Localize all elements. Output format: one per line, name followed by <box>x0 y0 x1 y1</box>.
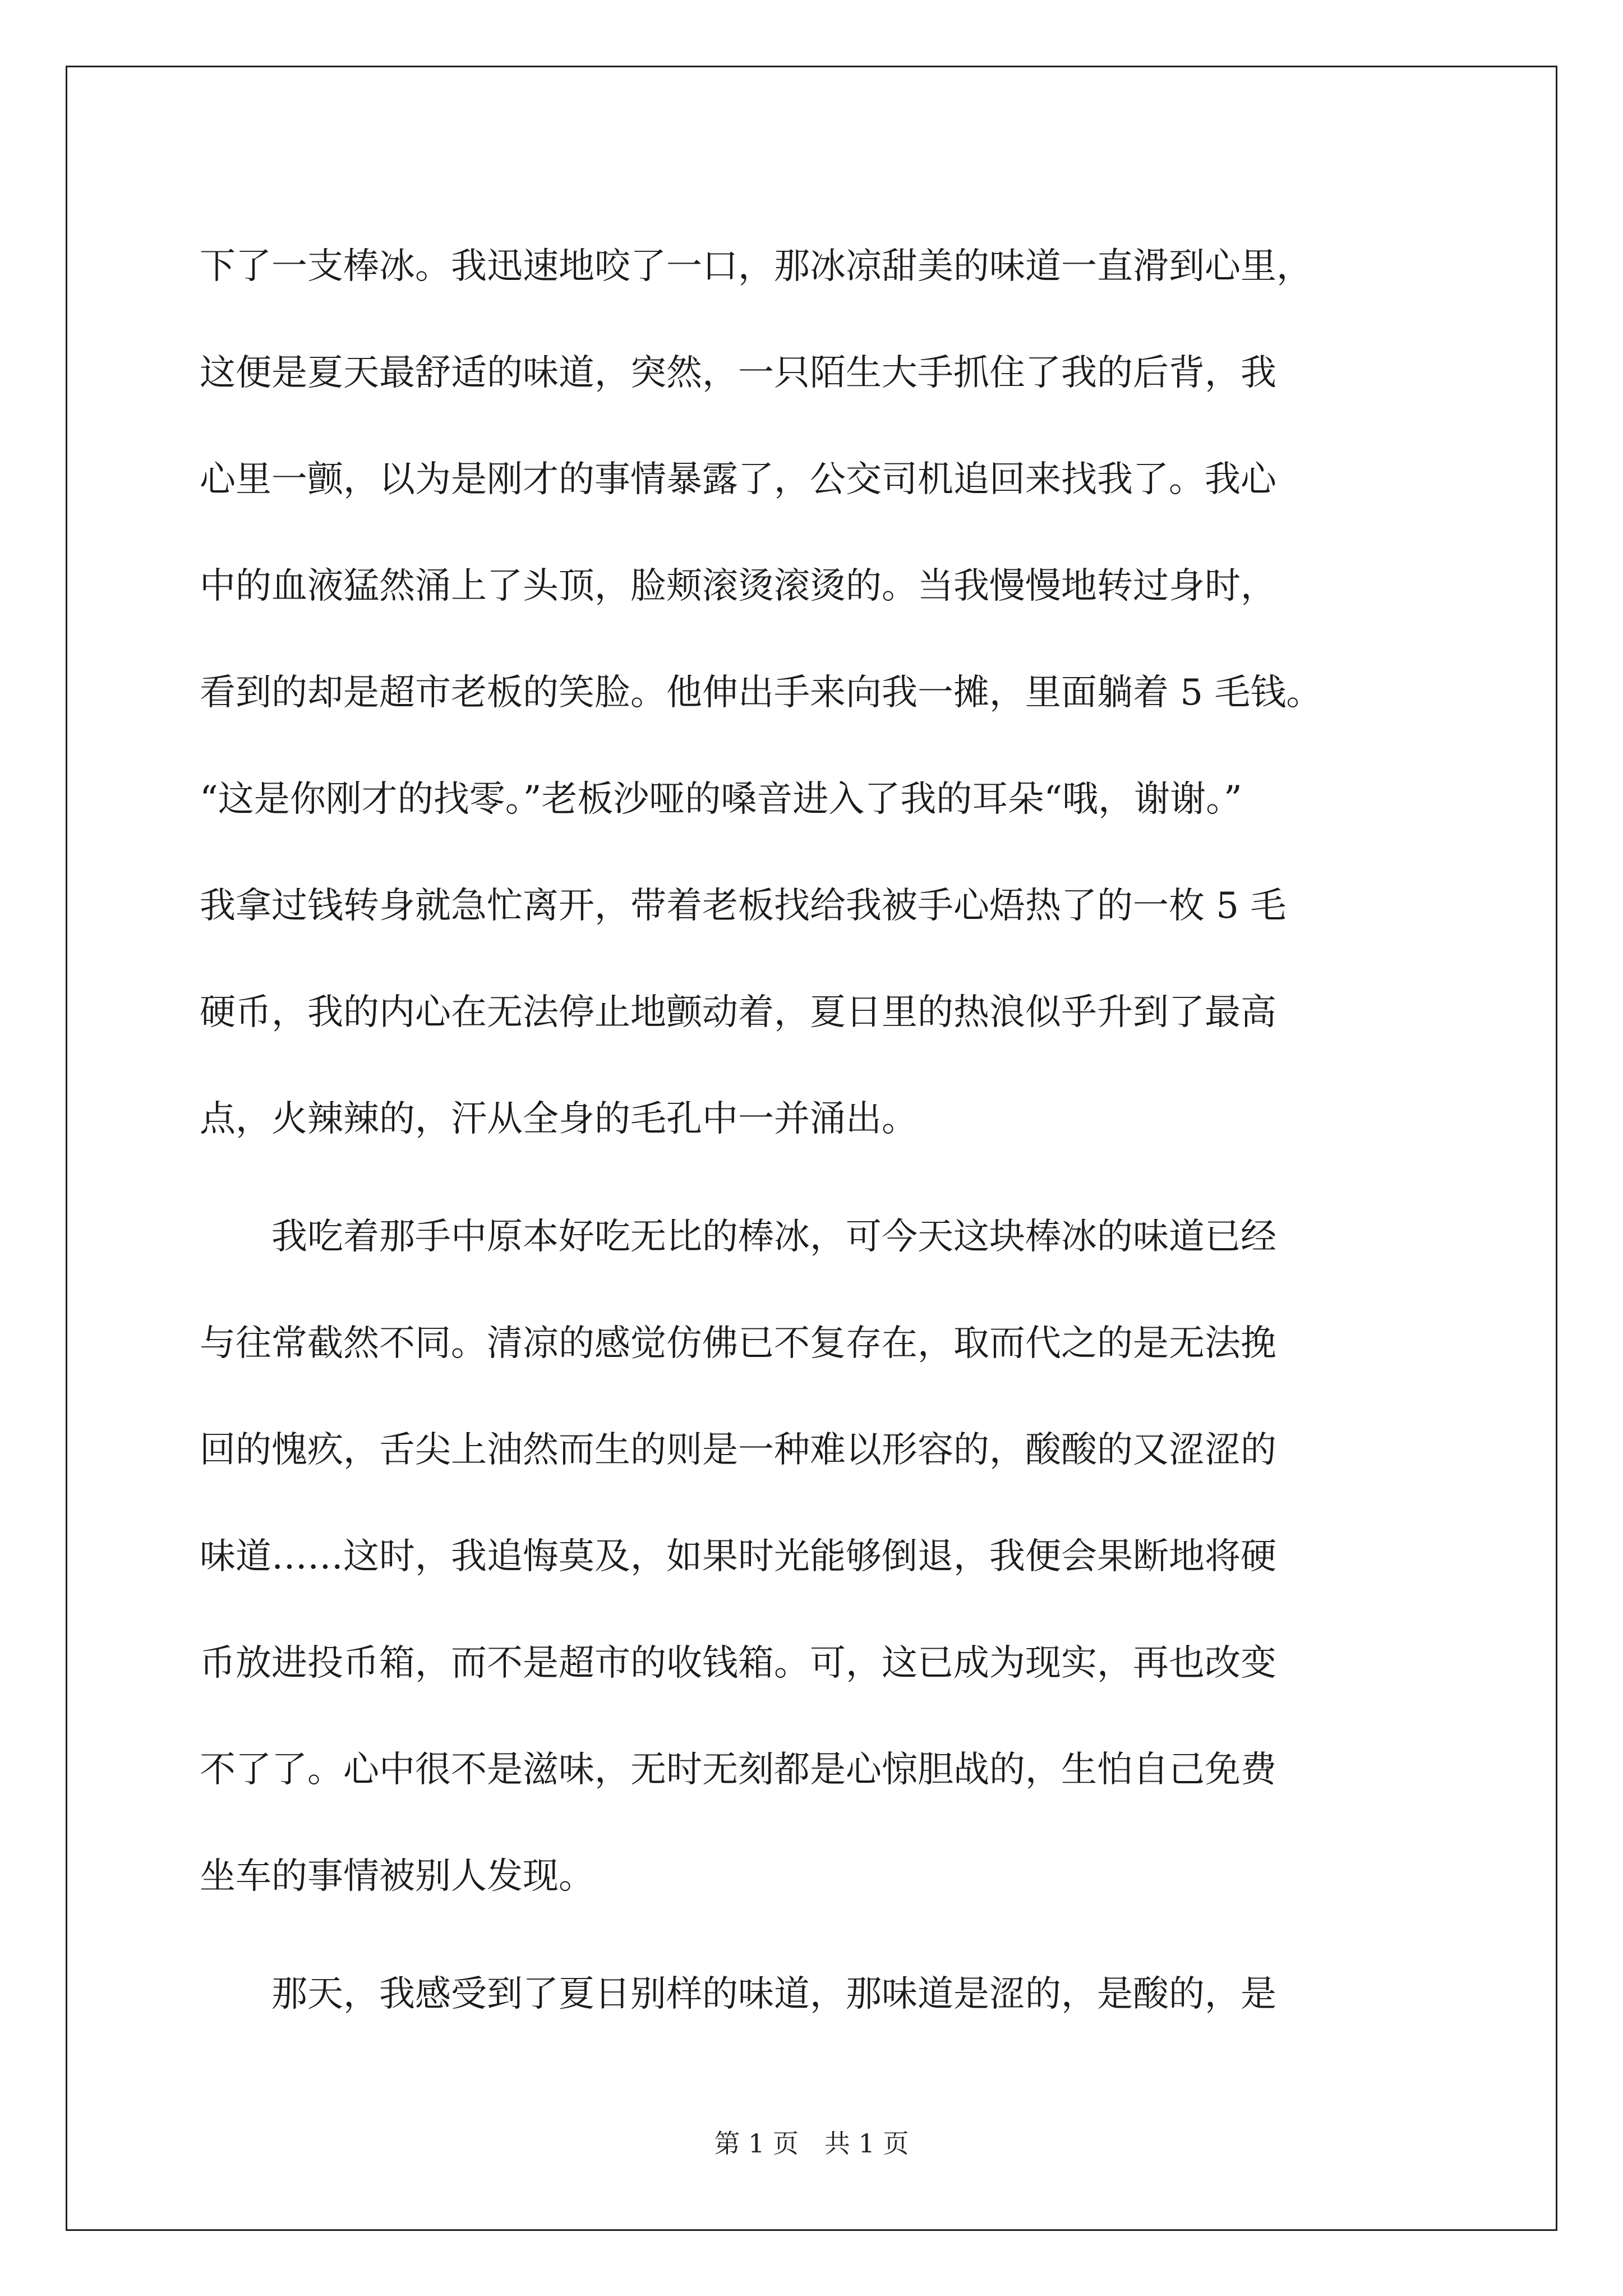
text-line: 回的愧疚，舌尖上油然而生的则是一种难以形容的，酸酸的又涩涩的 <box>200 1429 1276 1471</box>
text-line: 看到的却是超市老板的笑脸。他伸出手来向我一摊，里面躺着 5 毛钱。 <box>200 672 1322 714</box>
text-line: 那天，我感受到了夏日别样的味道，那味道是涩的，是酸的，是 <box>200 1973 1276 2015</box>
text-line: 我拿过钱转身就急忙离开，带着老板找给我被手心焐热了的一枚 5 毛 <box>200 885 1287 927</box>
paragraph-1 <box>200 213 1433 1172</box>
text-line: 与往常截然不同。清凉的感觉仿佛已不复存在，取而代之的是无法挽 <box>200 1323 1276 1364</box>
text-line: 味道……这时，我追悔莫及，如果时光能够倒退，我便会果断地将硬 <box>200 1536 1276 1577</box>
paragraph-3 <box>200 1941 1433 2047</box>
text-line: 这便是夏天最舒适的味道，突然，一只陌生大手抓住了我的后背，我 <box>200 352 1276 394</box>
paragraph-2 <box>200 1184 1433 1930</box>
text-line: “这是你刚才的找零。”老板沙哑的嗓音进入了我的耳朵“哦，谢谢。” <box>200 779 1242 820</box>
text-line: 硬币，我的内心在无法停止地颤动着，夏日里的热浪似乎升到了最高 <box>200 992 1276 1033</box>
text-line: 下了一支棒冰。我迅速地咬了一口，那冰凉甜美的味道一直滑到心里， <box>200 246 1312 287</box>
text-line: 我吃着那手中原本好吃无比的棒冰，可今天这块棒冰的味道已经 <box>200 1216 1276 1258</box>
document-body <box>200 213 1433 2047</box>
paragraph-spacing <box>200 1930 1433 1941</box>
page-footer: 第 1 页 共 1 页 <box>714 2128 909 2159</box>
text-line: 心里一颤，以为是刚才的事情暴露了，公交司机追回来找我了。我心 <box>200 459 1276 500</box>
text-line: 不了了。心中很不是滋味，无时无刻都是心惊胆战的，生怕自己免费 <box>200 1749 1276 1791</box>
text-line: 中的血液猛然涌上了头顶，脸颊滚烫滚烫的。当我慢慢地转过身时， <box>200 565 1276 607</box>
text-line: 币放进投币箱，而不是超市的收钱箱。可，这已成为现实，再也改变 <box>200 1642 1276 1684</box>
paragraph-spacing <box>200 1172 1433 1184</box>
text-line: 点，火辣辣的，汗从全身的毛孔中一并涌出。 <box>200 1098 917 1140</box>
text-line: 坐车的事情被别人发现。 <box>200 1856 594 1897</box>
